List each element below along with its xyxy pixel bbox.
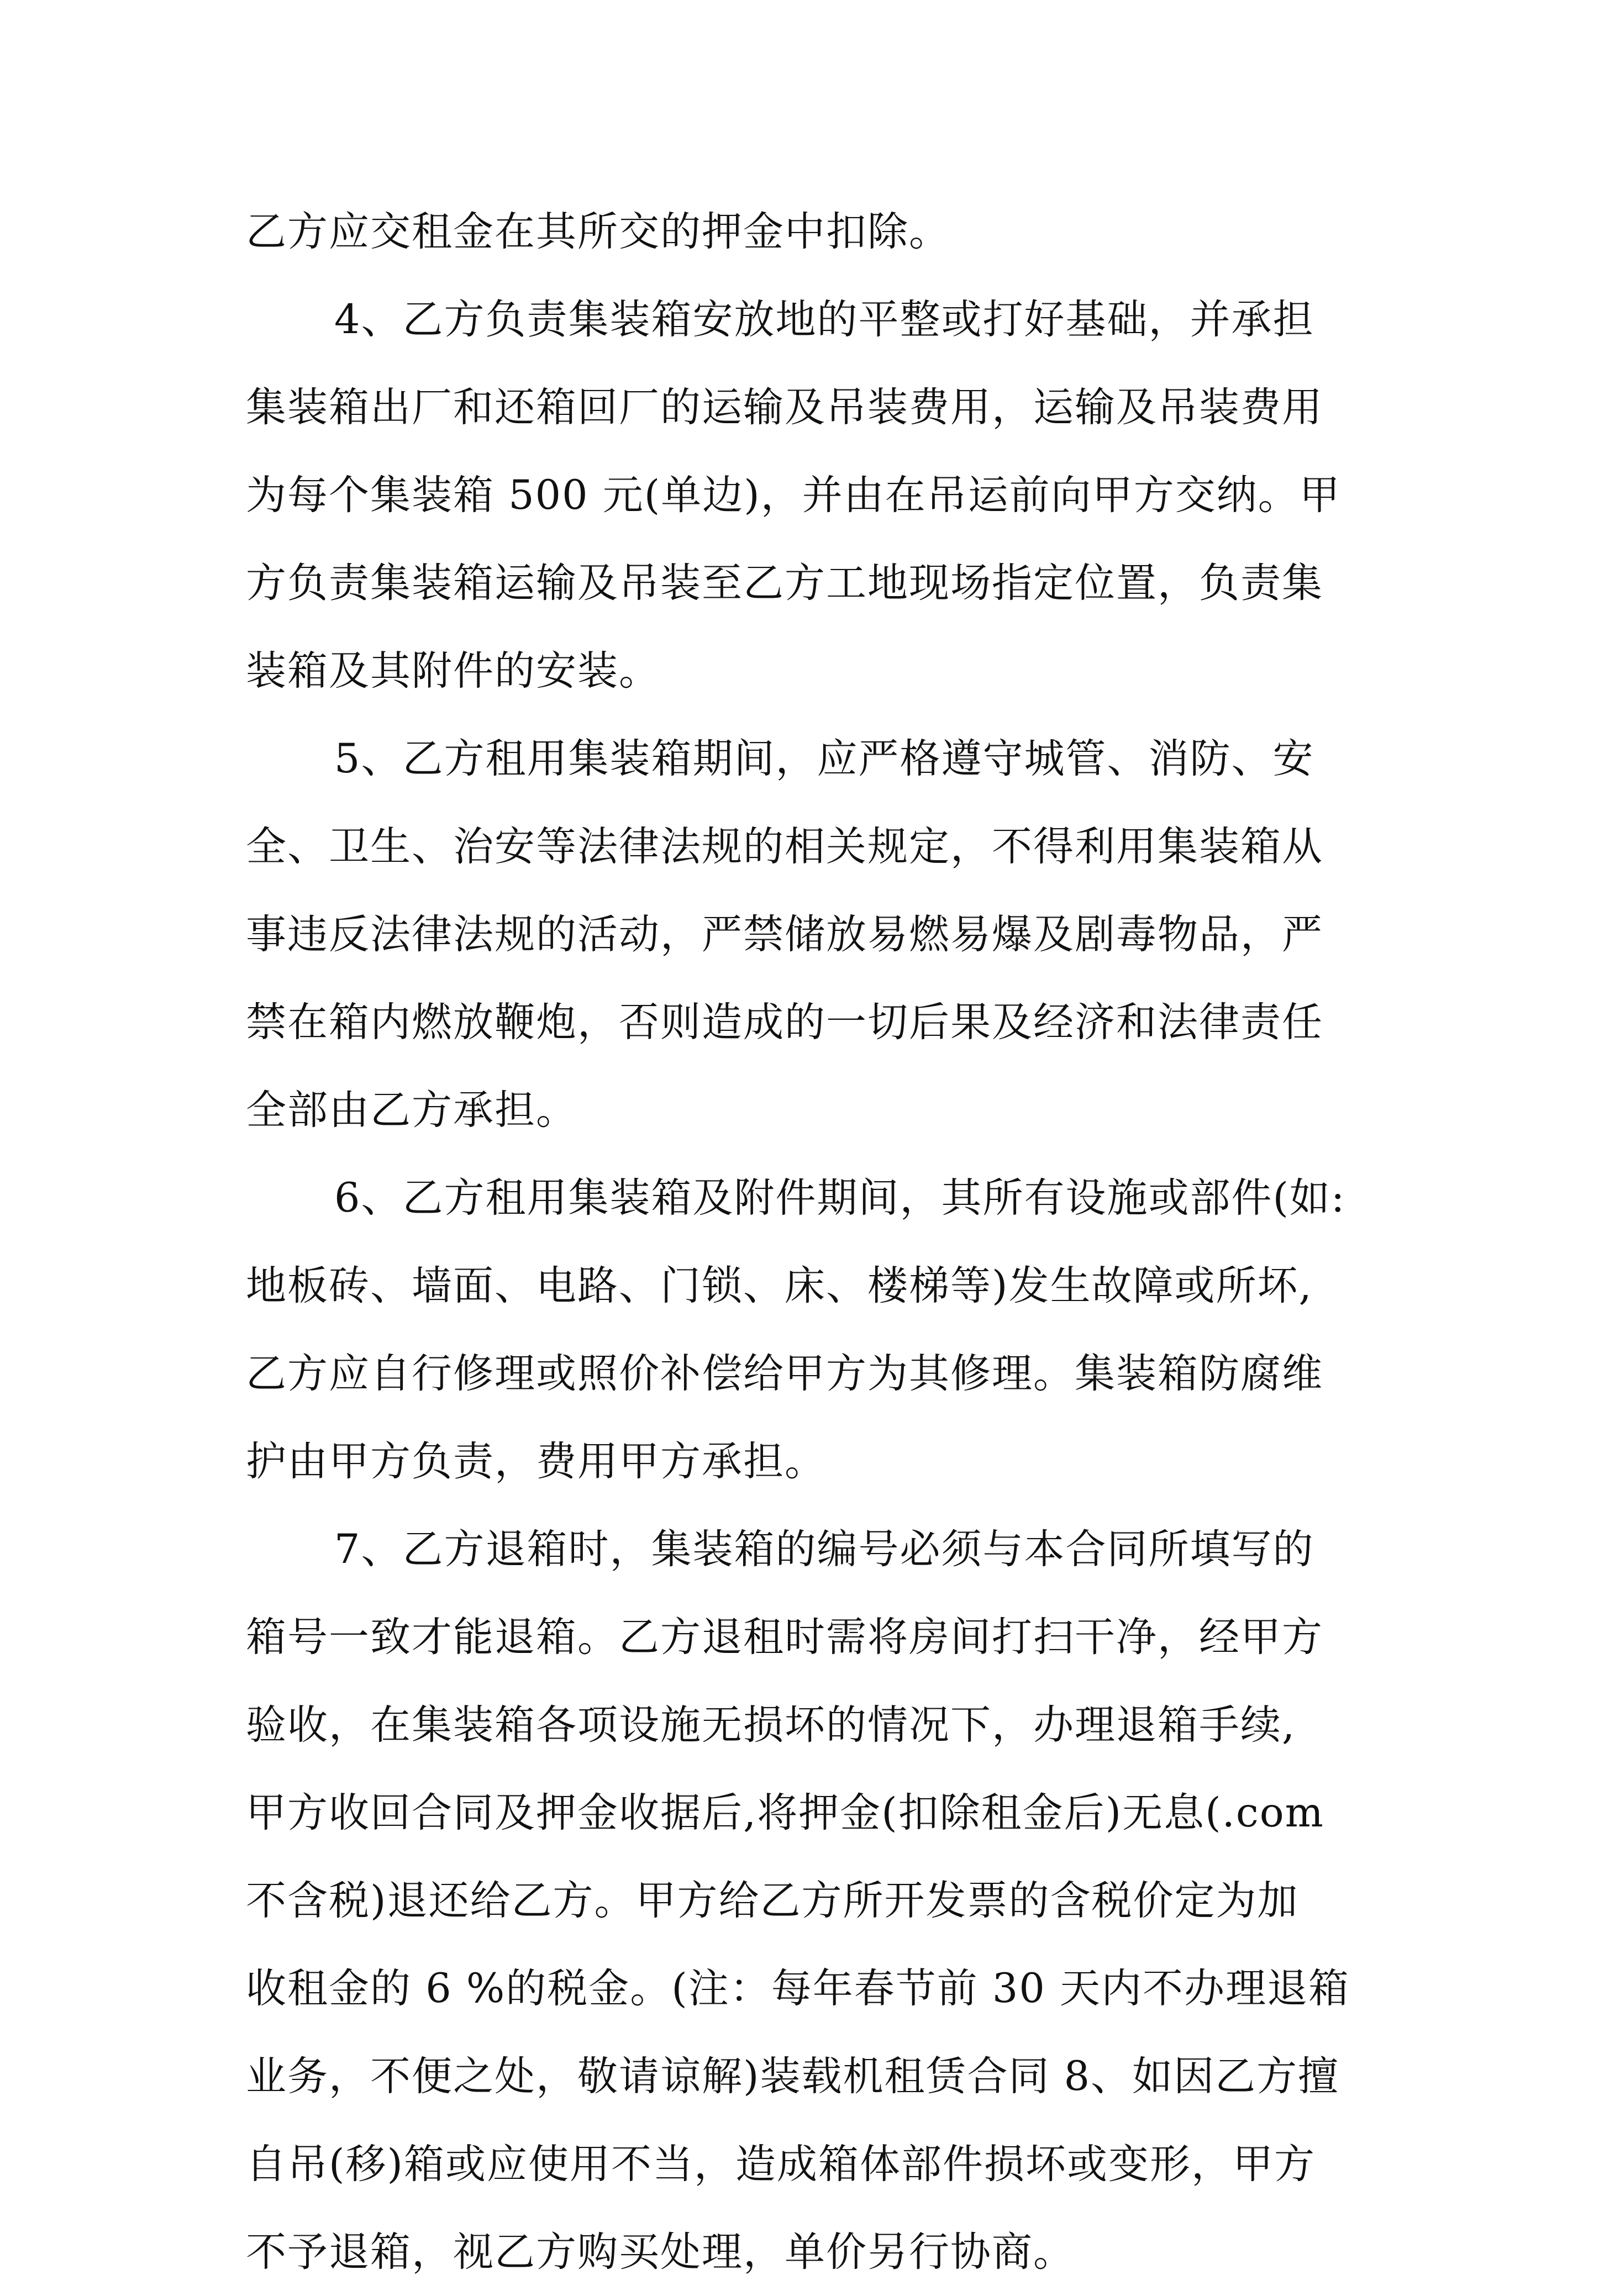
text-line: 装箱及其附件的安装。 <box>246 647 660 694</box>
paragraph-item-5 <box>246 715 1367 1154</box>
text-line: 全、卫生、治安等法律法规的相关规定，不得利用集装箱从 <box>246 823 1323 870</box>
text-line: 自吊(移)箱或应使用不当，造成箱体部件损坏或变形，甲方 <box>246 2141 1316 2188</box>
document-body <box>246 188 1367 2296</box>
text-line: 护由甲方负责，费用甲方承担。 <box>246 1438 826 1485</box>
paragraph-continuation <box>246 188 1367 276</box>
text-line: 6、乙方租用集装箱及附件期间，其所有设施或部件(如: <box>334 1175 1346 1221</box>
text-line: 4、乙方负责集装箱安放地的平整或打好基础，并承担 <box>334 296 1314 343</box>
paragraph-item-4 <box>246 276 1367 715</box>
text-line: 不含税)退还给乙方。甲方给乙方所开发票的含税价定为加 <box>246 1877 1299 1924</box>
text-line: 地板砖、墙面、电路、门锁、床、楼梯等)发生故障或所坏, <box>246 1262 1313 1309</box>
text-line: 事违反法律法规的活动，严禁储放易燃易爆及剧毒物品，严 <box>246 911 1323 958</box>
text-line: 甲方收回合同及押金收据后,将押金(扣除租金后)无息(.com <box>246 1789 1324 1836</box>
text-line: 收租金的 6 %的税金。(注：每年春节前 30 天内不办理退箱 <box>246 1965 1350 2012</box>
text-line: 禁在箱内燃放鞭炮，否则造成的一切后果及经济和法律责任 <box>246 999 1323 1046</box>
text-line: 验收，在集装箱各项设施无损坏的情况下，办理退箱手续, <box>246 1702 1296 1749</box>
paragraph-item-7 <box>246 1505 1367 2296</box>
text-line: 为每个集装箱 500 元(单边)，并由在吊运前向甲方交纳。甲 <box>246 472 1341 519</box>
text-line: 方负责集装箱运输及吊装至乙方工地现场指定位置，负责集 <box>246 560 1323 607</box>
text-line: 集装箱出厂和还箱回厂的运输及吊装费用，运输及吊装费用 <box>246 384 1323 431</box>
paragraph-item-6 <box>246 1154 1367 1505</box>
text-line: 5、乙方租用集装箱期间，应严格遵守城管、消防、安 <box>334 735 1314 782</box>
text-line: 不予退箱，视乙方购买处理，单价另行协商。 <box>246 2229 1075 2276</box>
text-line: 业务，不便之处，敬请谅解)装载机租赁合同 8、如因乙方擅 <box>246 2053 1340 2100</box>
text-line: 箱号一致才能退箱。乙方退租时需将房间打扫干净，经甲方 <box>246 1614 1323 1661</box>
text-line: 7、乙方退箱时，集装箱的编号必须与本合同所填写的 <box>334 1526 1314 1573</box>
text-line: 乙方应自行修理或照价补偿给甲方为其修理。集装箱防腐维 <box>246 1350 1323 1397</box>
text-line: 全部由乙方承担。 <box>246 1087 577 1134</box>
text-line: 乙方应交租金在其所交的押金中扣除。 <box>246 208 950 255</box>
